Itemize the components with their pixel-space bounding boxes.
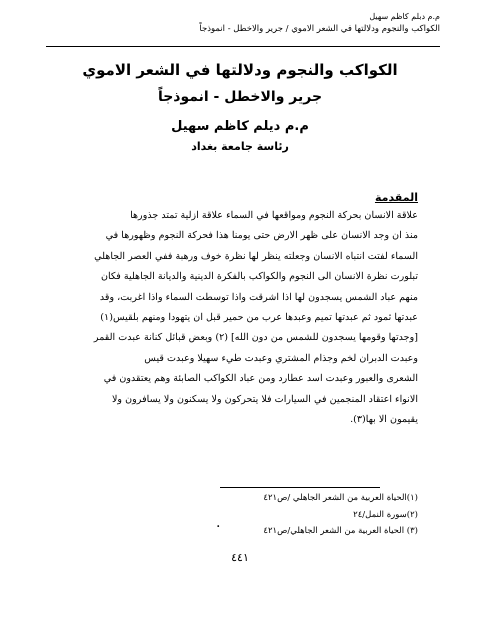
author-affiliation: رئاسة جامعة بغداد [191, 140, 289, 153]
footnotes [263, 490, 418, 540]
body-line: تبلورت نظرة الانسان الى النجوم والكواكب بالفكرة الدينية والديانة الجاهلية فكان [100, 271, 418, 283]
title-block [40, 60, 440, 155]
body-line: منذ ان وجد الانسان على ظهر الارض حتى يومنا هذا فحركة النجوم وظهورها في [105, 230, 418, 242]
body-line: وعبدت الدبران لخم وجذام المشتري وعبدت طيء سهيلا وعبدت قيس [144, 352, 418, 364]
page-number: ٤٤١ [231, 551, 249, 564]
body-line: [وجدتها وقومها يسجدون للشمس من دون الله] (٢) وبعض قبائل كنانة عبدت القمر [93, 332, 418, 344]
body-line: منهم عباد الشمس يسجدون لها اذا اشرقت واذا توسطت السماء واذا اغربت، وقد [99, 291, 418, 303]
body-line: الشعرى والعبور وعبدت اسد عطارد ومن عباد الكواكب الصابئة وهم يعتقدون في [103, 373, 418, 385]
body-line: علاقة الانسان بحركة النجوم ومواقعها في السماء علاقة ازلية تمتد جذورها [130, 210, 418, 221]
footnote: (٣) الحياة العربية من الشعر الجاهلي/ص٤٢١ [263, 526, 418, 536]
footnote: (١)الحياة العربية من الشعر الجاهلي /ص٤٢١ [263, 493, 418, 503]
body-line: الانواء اعتقاد المنجمين في السيارات فلا يتحركون ولا يسكنون ولا يسافرون ولا [111, 393, 418, 405]
body-line: عبدتها ثمود ثم عبدتها تميم وعبدها عرب من حمير قبل ان يتهودا ومنهم بلقيس(١) [100, 312, 418, 324]
running-header [40, 12, 440, 35]
body-line: السماء لفتت انتباه الانسان وجعلته ينظر لها نظرة خوف ورهبة ففي العصر الجاهلي [94, 250, 418, 262]
paper-subtitle: جرير والاخطل - انموذجاً [157, 89, 323, 105]
running-header-author: م.م دبلم كاظم سهيل [369, 12, 440, 21]
header-divider [46, 46, 440, 47]
footnote-end-mark: . [216, 515, 221, 531]
footnote: (٢)سورة النمل/٢٤ [353, 509, 418, 520]
author-name: م.م ديلم كاظم سهيل [171, 119, 309, 134]
body-line: يقيمون الا بها(٣). [350, 414, 418, 426]
section-heading: المقدمة [374, 191, 418, 204]
running-header-title: الكواكب والنجوم ودلالتها في الشعر الاموي / جرير والاخطل - انموذجاً [199, 24, 440, 34]
body-paragraph [58, 206, 418, 430]
footnote-divider [220, 487, 380, 488]
paper-title: الكواكب والنجوم ودلالتها في الشعر الاموي [82, 61, 398, 79]
